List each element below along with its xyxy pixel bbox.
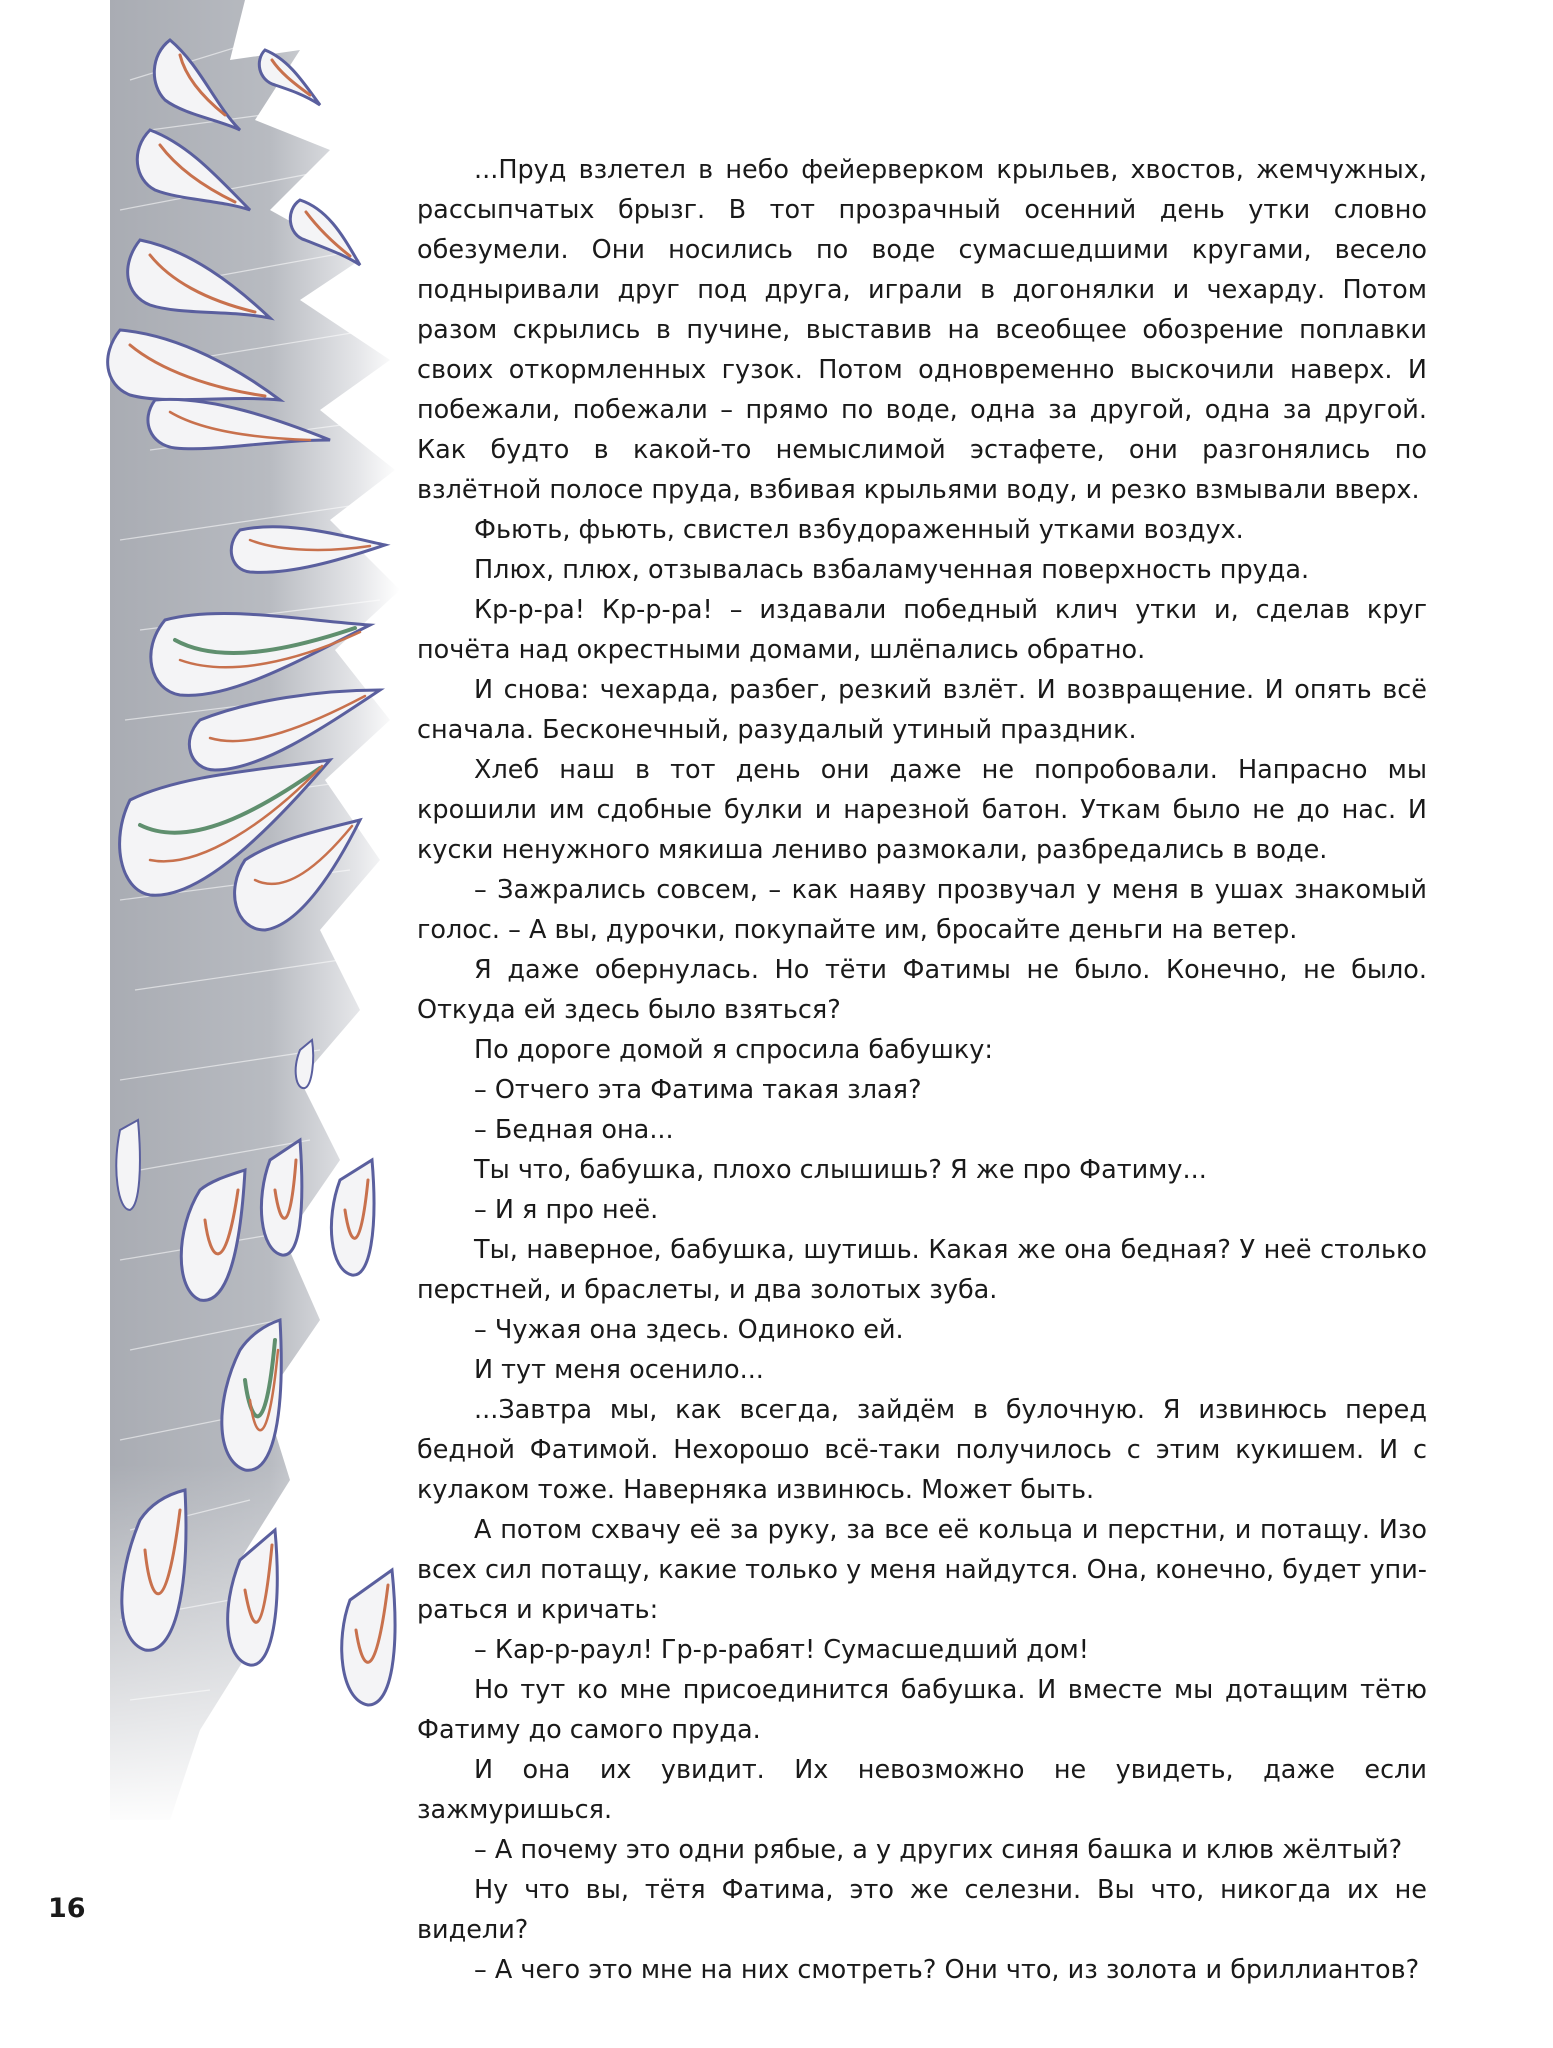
paragraph: – Кар-р-раул! Гр-р-рабят! Сумасшедший дом! [474, 1635, 1089, 1665]
paragraph: – И я про неё. [474, 1195, 659, 1225]
paragraph: Я даже обернулась. Но тёти Фатимы не было. Конечно, не было. Откуда ей здесь было взяться? [417, 955, 1427, 1025]
paragraph: Хлеб наш в тот день они даже не попробовали. Напрасно мы крошили им сдобные булки и нарезной батон. Уткам было не до нас. И куски ненужного мякиша лениво размокали, разбредались в воде. [417, 755, 1427, 865]
paragraph: И снова: чехарда, разбег, резкий взлёт. И возвращение. И опять всё сначала. Бесконечный, разудалый утиный праздник. [417, 675, 1427, 745]
paragraph: И она их увидит. Их невозможно не увидеть, даже если зажмуришься. [417, 1755, 1427, 1825]
paragraph: ...Завтра мы, как всегда, зайдём в булочную. Я извинюсь перед бедной Фатимой. Нехорошо всё-таки получилось с этим кукишем. И с кулаком тоже. Наверняка извинюсь. Может быть. [417, 1395, 1427, 1505]
paragraph: – А чего это мне на них смотреть? Они что, из золота и бриллиантов? [474, 1955, 1420, 1985]
paragraph: Плюх, плюх, отзывалась взбаламученная поверхность пруда. [474, 555, 1310, 585]
paragraph: Фьють, фьють, свистел взбудораженный утками воздух. [474, 515, 1244, 545]
paragraph: ...Пруд взлетел в небо фейерверком крыльев, хвостов, жемчужных, рассыпчатых брызг. В тот прозрачный осенний день утки словно обезумели. Они носились по воде сумасшедшими кругами, весело подныривали друг под друга, играли в догонялки и чехарду. Потом разом скрылись в пучине, выставив на всеобщее обозрение поплавки своих откормленных гузок. Потом одновременно выскочили наверх. И побежали, побежали – прямо по воде, одна за другой, одна за другой. Как будто в какой-то немыслимой эстафете, они разгонялись по взлётной полосе пруда, взбивая крыльями воду, и резко взмывали вверх. [417, 155, 1427, 505]
paragraph: И тут меня осенило... [474, 1355, 764, 1385]
paragraph: А потом схвачу её за руку, за все её кольца и перстни, и потащу. Изо всех сил потащу, какие только у меня найдутся. Она, конечно, будет упираться и кричать: [417, 1515, 1427, 1625]
feathers-illustration [0, 0, 420, 1830]
page-number: 16 [48, 1893, 86, 1924]
paragraph: – Отчего эта Фатима такая злая? [474, 1075, 922, 1105]
paragraph: Ты что, бабушка, плохо слышишь? Я же про Фатиму... [474, 1155, 1207, 1185]
paragraph: – Бедная она... [474, 1115, 674, 1145]
paragraph: Ну что вы, тётя Фатима, это же селезни. Вы что, никогда их не видели? [417, 1875, 1427, 1945]
paragraph: По дороге домой я спросила бабушку: [474, 1035, 993, 1065]
paragraph: – Чужая она здесь. Одиноко ей. [474, 1315, 904, 1345]
paragraph: – Зажрались совсем, – как наяву прозвучал у меня в ушах знакомый голос. – А вы, дурочки, покупайте им, бросайте деньги на ветер. [417, 875, 1427, 945]
story-text [417, 150, 1427, 1990]
paragraph: Кр-р-ра! Кр-р-ра! – издавали победный клич утки и, сделав круг почёта над окрестными домами, шлёпались обратно. [417, 595, 1427, 665]
paragraph: Но тут ко мне присоединится бабушка. И вместе мы дотащим тётю Фатиму до самого пруда. [417, 1675, 1427, 1745]
paragraph: – А почему это одни рябые, а у других синяя башка и клюв жёлтый? [474, 1835, 1403, 1865]
paragraph: Ты, наверное, бабушка, шутишь. Какая же она бедная? У неё столько перстней, и браслеты, и два золотых зуба. [417, 1235, 1427, 1305]
